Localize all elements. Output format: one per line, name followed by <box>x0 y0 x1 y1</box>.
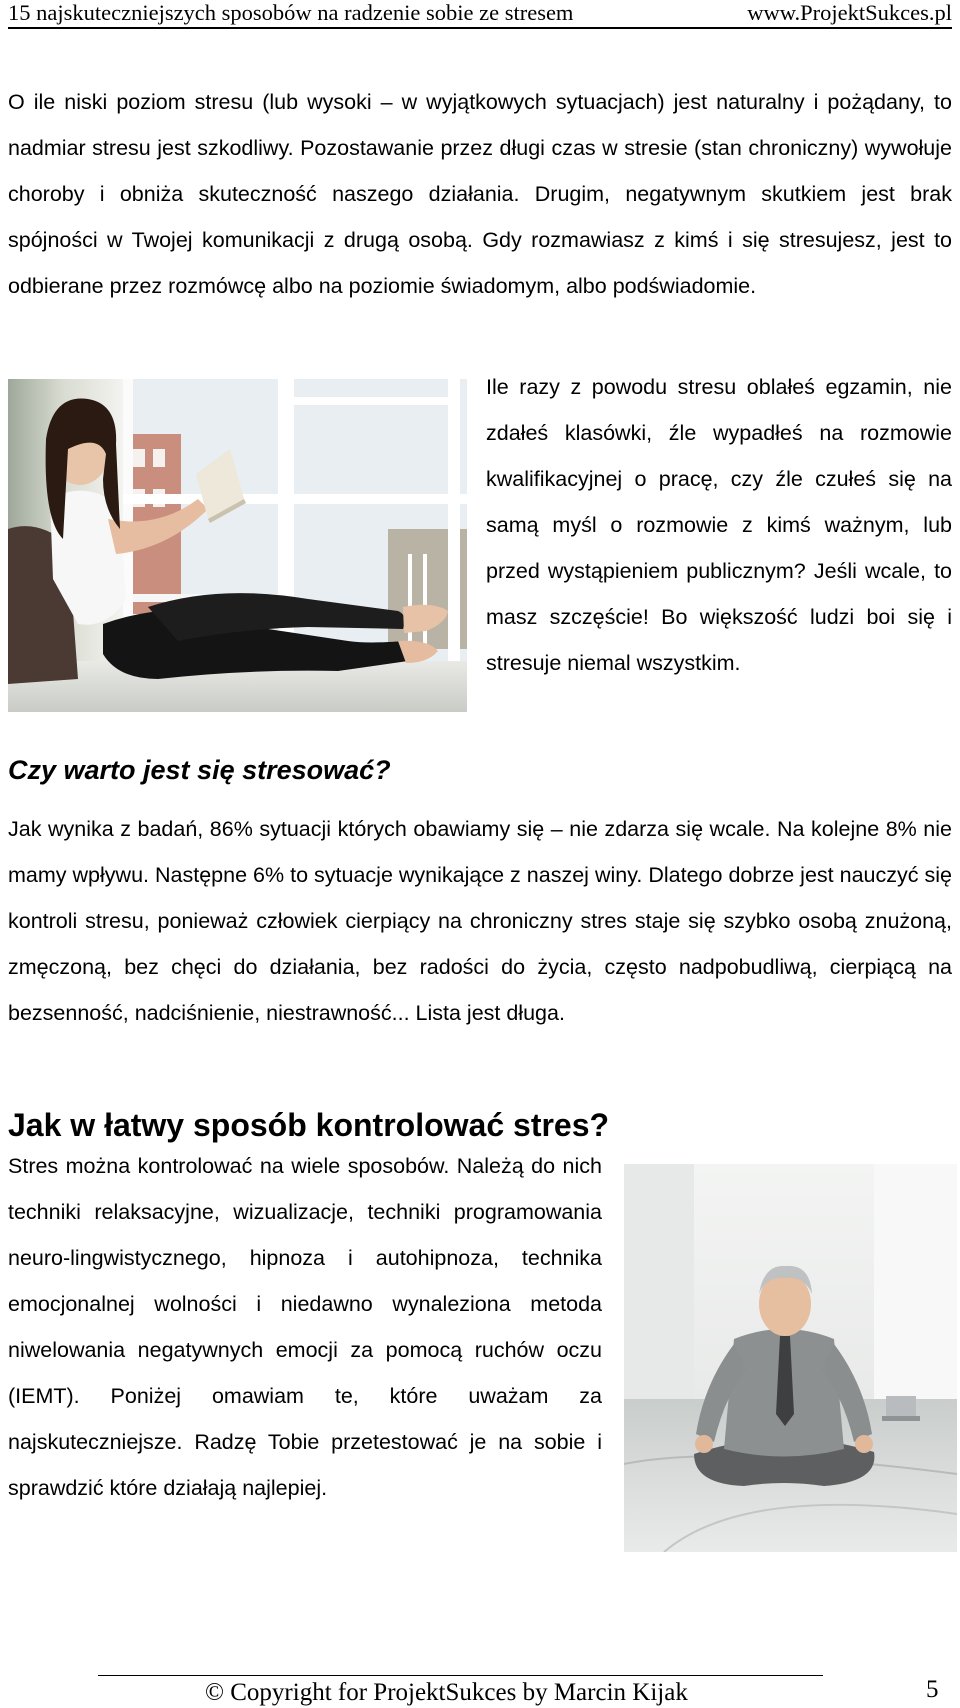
paragraph-stress-level: O ile niski poziom stresu (lub wysoki – w wyjątkowych sytuacjach) jest naturalny i pożądany, to nadmiar stresu jest szkodliwy. Pozostawanie przez długi czas w stresie (stan chroniczny) wywołuje choroby i obniża skuteczność naszego działania. Drugim, negatywnym skutkiem jest brak spójności w Twojej komunikacji z drugą osobą. Gdy rozmawiasz z kimś i się stresujesz, jest to odbierane przez rozmówcę albo na poziomie świadomym, albo podświadomie. <box>8 90 952 298</box>
paragraph-stress-examples: Ile razy z powodu stresu oblałeś egzamin, nie zdałeś klasówki, źle wypadłeś na rozmowie kwalifikacyjnej o pracę, czy źle czułeś się na samą myśl o rozmowie z kimś ważnym, lub przed wystąpieniem publicznym? Jeśli wcale, to masz szczęście! Bo większość ludzi boi się i stresuje niemal wszystkim. <box>486 375 952 675</box>
footer-page-number: 5 <box>926 1676 939 1703</box>
header-site: www.ProjektSukces.pl <box>747 0 952 25</box>
page-header <box>8 0 952 29</box>
heading-is-stress-worth-it: Czy warto jest się stresować? <box>8 755 391 785</box>
heading-how-to-control-stress: Jak w łatwy sposób kontrolować stres? <box>8 1107 610 1143</box>
paragraph-research: Jak wynika z badań, 86% sytuacji których obawiamy się – nie zdarza się wcale. Na kolejne 8% nie mamy wpływu. Następne 6% to sytuacje wynikające z naszej winy. Dlatego dobrze jest nauczyć się kontroli stresu, ponieważ człowiek cierpiący na chroniczny stres staje się szybko osobą znużoną, zmęczoną, bez chęci do działania, bez radości do życia, często nadpobudliwą, cierpiącą na bezsenność, nadciśnienie, niestrawność... Lista jest długa. <box>8 817 952 1025</box>
footer-copyright: © Copyright for ProjektSukces by Marcin Kijak <box>205 1679 688 1706</box>
paragraph-control-methods: Stres można kontrolować na wiele sposobów. Należą do nich techniki relaksacyjne, wizualizacje, techniki programowania neuro-lingwistycznego, hipnoza i autohipnoza, technika emocjonalnej wolności i niedawno wynaleziona metoda niwelowania negatywnych emocji za pomocą ruchów oczu (IEMT). Poniżej omawiam te, które uważam za najskuteczniejsze. Radzę Tobie przetestować je na sobie i sprawdzić które działają najlepiej. <box>8 1154 602 1500</box>
header-title: 15 najskuteczniejszych sposobów na radzenie sobie ze stresem <box>8 0 574 25</box>
photo-woman-reading <box>8 379 467 712</box>
footer-rule <box>98 1675 823 1676</box>
photo-man-meditating <box>624 1164 957 1552</box>
